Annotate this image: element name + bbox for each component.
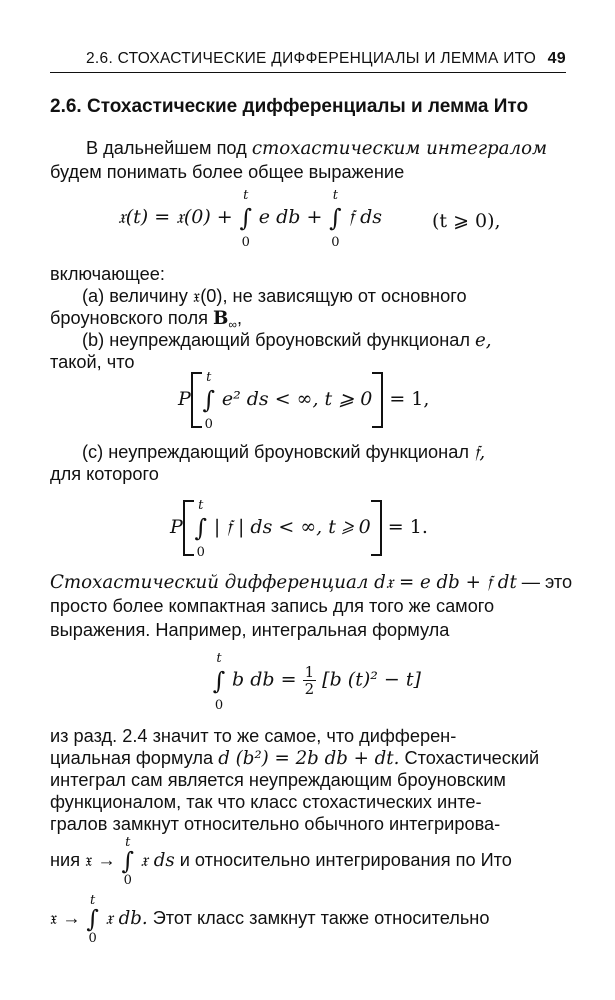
paragraph-2-line-2: просто более компактная запись для того же самого [50,596,495,616]
includes-label: включающее: [50,264,165,284]
text-span: и относительно интегрирования по Ито [174,850,512,870]
inline-math: d𝔵 = e db + 𝔣 dt [368,572,517,593]
running-head [50,50,566,73]
text-span: В дальнейшем под [86,138,252,158]
probability-symbol: P [170,516,183,538]
paragraph-1-line-2: будем понимать более общее выражение [50,162,405,182]
integrand: e² ds < ∞, t ⩾ 0 [215,388,373,410]
integral-upper-limit: t [198,498,204,513]
integral-sign: t ∫ 0 [239,188,253,250]
integral-upper-limit: t [216,650,222,666]
integrand: e db + [252,206,329,228]
integral-sign: t ∫ 0 [86,907,100,931]
text-span: броуновского поля [50,308,214,328]
integral-lower-limit: 0 [123,873,132,889]
emphasis-term: 𝔣, [474,442,486,463]
equals-one: = 1. [381,516,428,538]
integral-sign: t ∫ 0 [329,188,342,250]
text-span: — это [516,572,573,592]
integral-upper-limit: t [90,893,96,909]
section-heading: 2.6. Стохастические дифференциалы и лемма Ито [50,96,529,117]
emphasis-term: стохастическим интегралом [251,138,548,159]
integrand: | 𝔣 | ds < ∞, t ⩾ 0 [207,516,371,538]
fraction-numerator: 1 [304,663,315,681]
item-b-line-2: такой, что [50,352,135,372]
integral-upper-limit: t [206,370,212,385]
probability-symbol: P [178,388,191,410]
text-span: (b) неупреждающий броуновский функционал [82,330,476,350]
paragraph-3-line-4: функционалом, так что класс стохастических инте- [50,792,482,812]
emphasis-term: Стохастический дифференциал [50,572,369,593]
formula-stochastic-integral [118,188,383,250]
page-number: 49 [547,50,566,67]
paragraph-1-line-1 [50,136,570,161]
paragraph-3-line-1: из разд. 2.4 значит то же самое, что дифферен- [50,726,457,746]
formula-rest: [b (t)² − t] [316,668,421,691]
integral-sign: t ∫ 0 [194,498,208,560]
integrand: 𝔵 ds [134,850,175,871]
paragraph-3-line-6 [50,835,570,889]
inline-math: d (b²) = 2b db + dt. [218,748,400,769]
item-c-line-2: для которого [50,464,159,484]
paragraph-2-line-3: выражения. Например, интегральная формула [50,620,450,640]
paragraph-3-line-7 [50,893,570,947]
text-span: циальная формула [50,748,219,768]
integral-lower-limit: 0 [241,235,250,250]
integral-lower-limit: 0 [196,545,205,560]
text-span: 𝔵 → [50,908,86,928]
text-span: Стохастический [399,748,540,768]
left-bracket [191,372,202,428]
left-bracket [183,500,194,556]
formula-condition-f [170,498,428,560]
integral-sign: t ∫ 0 [202,370,216,432]
integral-upper-limit: t [243,188,249,203]
integral-upper-limit: t [332,188,339,203]
integrand: b db = [226,668,303,691]
running-head-title: 2.6. СТОХАСТИЧЕСКИЕ ДИФФЕРЕНЦИАЛЫ И ЛЕММА ИТО [86,50,537,67]
paragraph-2-line-1 [50,570,573,595]
equals-one: = 1, [383,388,430,410]
integral-sign: t ∫ 0 [212,650,226,713]
integrand: 𝔵 db. [99,908,148,929]
formula-condition-e [178,370,430,432]
formula-integral-b-db [212,650,421,713]
right-bracket [371,500,382,556]
text-span: , [236,308,243,328]
fraction-denominator: 2 [304,680,315,698]
formula-condition: (t ⩾ 0), [432,210,501,232]
integral-lower-limit: 0 [331,235,340,250]
integral-sign: t ∫ 0 [121,849,135,873]
integral-lower-limit: 0 [88,931,97,947]
integrand: 𝔣 ds [342,206,383,228]
formula-lhs: 𝔵(t) = 𝔵(0) + [118,206,239,228]
fraction [303,664,317,697]
emphasis-term: e, [475,330,492,351]
paragraph-3-line-5: гралов замкнут относительно обычного интегрирова- [50,814,501,834]
paragraph-3-line-3: интеграл сам является неупреждающим броуновским [50,770,506,790]
right-bracket [372,372,383,428]
text-span: Этот класс замкнут также относительно [147,908,490,928]
integral-lower-limit: 0 [204,417,213,432]
integral-upper-limit: t [125,835,131,851]
integral-lower-limit: 0 [214,697,224,713]
text-span: ния 𝔵 → [50,850,121,870]
field-symbol: B [213,308,229,329]
text-span: (c) неупреждающий броуновский функционал [82,442,474,462]
item-a-line-1: (a) величину 𝔵(0), не зависящую от основного [82,286,467,306]
subscript: ∞ [228,317,237,332]
